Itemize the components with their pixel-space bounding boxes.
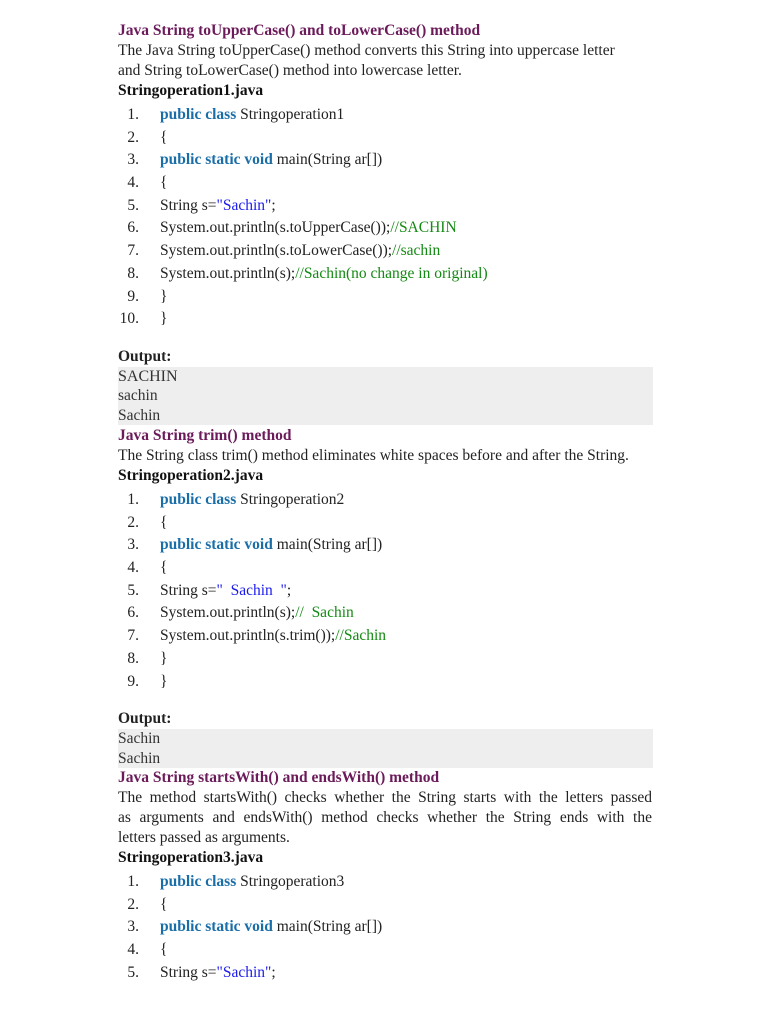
code-text [160,512,167,535]
code-text [160,939,167,962]
code-text [160,263,488,286]
code-token: } [160,287,168,305]
code-line [118,263,652,286]
line-number: 3. [127,151,139,169]
line-number: 5. [127,963,139,981]
code-text [160,489,344,512]
code-line [118,648,652,671]
code-text [160,557,167,580]
description-line: The String class trim() method eliminates white spaces before and after the String. [118,447,629,464]
code-token: System.out.println(s.toUpperCase()); [160,219,391,237]
code-comment: //Sachin(no change in original) [295,264,488,282]
line-number: 8. [127,264,139,282]
code-token: { [160,513,168,531]
code-line [118,240,652,263]
code-line [118,195,652,218]
code-string: " Sachin " [216,581,287,599]
code-token: System.out.println(s.toLowerCase()); [160,242,393,260]
code-line [118,962,652,985]
code-line [118,217,652,240]
section-touppercase-tolowercase [118,21,652,425]
code-filename: Stringoperation3.java [118,849,264,866]
code-filename: Stringoperation1.java [118,82,264,99]
section-description [118,788,652,848]
line-number: 8. [127,649,139,667]
output-label: Output: [118,347,172,365]
code-keyword: public static void [160,151,273,169]
code-token: ; [271,963,276,981]
code-token: ; [286,581,292,599]
description-line: as arguments and endsWith() method checks whether the String ends with the [118,809,652,826]
code-comment: //SACHIN [390,219,457,237]
output-line: SACHIN [118,367,178,385]
output-line: Sachin [118,749,161,767]
code-line [118,557,652,580]
code-token: } [160,310,168,328]
line-number: 4. [127,174,139,192]
code-string: "Sachin" [216,963,272,981]
line-number: 5. [127,196,139,214]
code-comment: //sachin [392,242,441,260]
section-description [118,41,652,81]
code-text [160,580,291,603]
line-number: 5. [127,581,139,599]
code-text [160,534,382,557]
line-number: 4. [127,941,139,959]
code-text [160,871,344,894]
code-text [160,286,167,309]
code-text [160,916,382,939]
code-line [118,894,652,917]
code-token: System.out.println(s); [160,604,296,622]
line-number: 4. [127,559,139,577]
line-number: 9. [127,287,139,305]
code-text [160,217,457,240]
code-keyword: public class [160,873,237,890]
section-trim [118,426,652,768]
code-listing [118,489,652,693]
line-number: 6. [127,219,139,237]
code-keyword: public class [160,491,237,508]
code-text [160,240,440,263]
code-token: String s= [160,963,217,981]
code-line [118,602,652,625]
code-text [160,894,167,917]
description-line: The Java String toUpperCase() method converts this String into uppercase letter [118,42,615,59]
code-line [118,149,652,172]
code-keyword: public class [160,106,237,123]
line-number: 6. [127,604,139,622]
line-number: 3. [127,536,139,554]
code-text [160,602,354,625]
code-line [118,127,652,150]
code-comment: //Sachin [335,627,387,645]
code-text [160,648,167,671]
description-line: The method startsWith() checks whether the String starts with the letters passed [118,789,652,806]
code-keyword: public static void [160,536,273,554]
code-token: String s= [160,581,217,599]
line-number: 10. [119,310,139,328]
code-line [118,916,652,939]
code-token: Stringoperation3 [236,873,345,890]
code-token: { [160,128,168,146]
output-box [118,729,653,768]
code-listing [118,104,652,331]
code-text [160,172,167,195]
code-line [118,308,652,331]
code-line [118,534,652,557]
description-line: letters passed as arguments. [118,829,290,846]
code-comment: // Sachin [295,604,354,622]
code-token: { [160,941,168,959]
description-line: and String toLowerCase() method into lowercase letter. [118,62,462,79]
line-number: 2. [127,128,139,146]
code-line [118,489,652,512]
code-text [160,127,167,150]
code-token: System.out.println(s); [160,264,296,282]
code-text [160,195,276,218]
section-heading: Java String startsWith() and endsWith() method [118,769,440,786]
line-number: 9. [127,672,139,690]
code-line [118,939,652,962]
line-number: 3. [127,918,139,936]
code-token: System.out.println(s.trim()); [160,627,336,645]
code-line [118,625,652,648]
output-line: Sachin [118,730,161,748]
line-number: 7. [127,242,139,260]
section-heading: Java String trim() method [118,427,292,444]
code-token: String s= [160,196,217,214]
code-line [118,104,652,127]
code-token: { [160,174,168,192]
line-number: 2. [127,895,139,913]
code-token: main(String ar[]) [272,151,383,169]
output-label: Output: [118,710,172,728]
output-box [118,367,653,426]
code-line [118,286,652,309]
code-line [118,512,652,535]
code-filename: Stringoperation2.java [118,467,264,484]
code-token: } [160,649,168,667]
code-token: main(String ar[]) [272,918,383,936]
line-number: 1. [127,491,139,508]
section-description [118,446,652,466]
code-token: Stringoperation2 [236,491,345,508]
code-text [160,671,167,694]
code-line [118,671,652,694]
output-line: sachin [118,387,158,405]
code-text [160,962,276,985]
code-text [160,149,382,172]
code-token: { [160,895,168,913]
code-text [160,104,344,127]
code-string: "Sachin" [216,196,272,214]
line-number: 7. [127,627,139,645]
section-startswith-endswith [118,768,652,984]
code-line [118,172,652,195]
code-token: main(String ar[]) [272,536,383,554]
code-line [118,871,652,894]
code-token: ; [271,196,276,214]
line-number: 1. [127,873,139,890]
output-line: Sachin [118,406,161,424]
line-number: 2. [127,513,139,531]
code-token: } [160,672,168,690]
line-number: 1. [127,106,139,123]
code-keyword: public static void [160,918,273,936]
section-heading: Java String toUpperCase() and toLowerCase() method [118,22,481,39]
code-text [160,625,386,648]
code-token: { [160,559,168,577]
code-listing [118,871,652,984]
code-token: Stringoperation1 [236,106,345,123]
code-line [118,580,652,603]
code-text [160,308,167,331]
